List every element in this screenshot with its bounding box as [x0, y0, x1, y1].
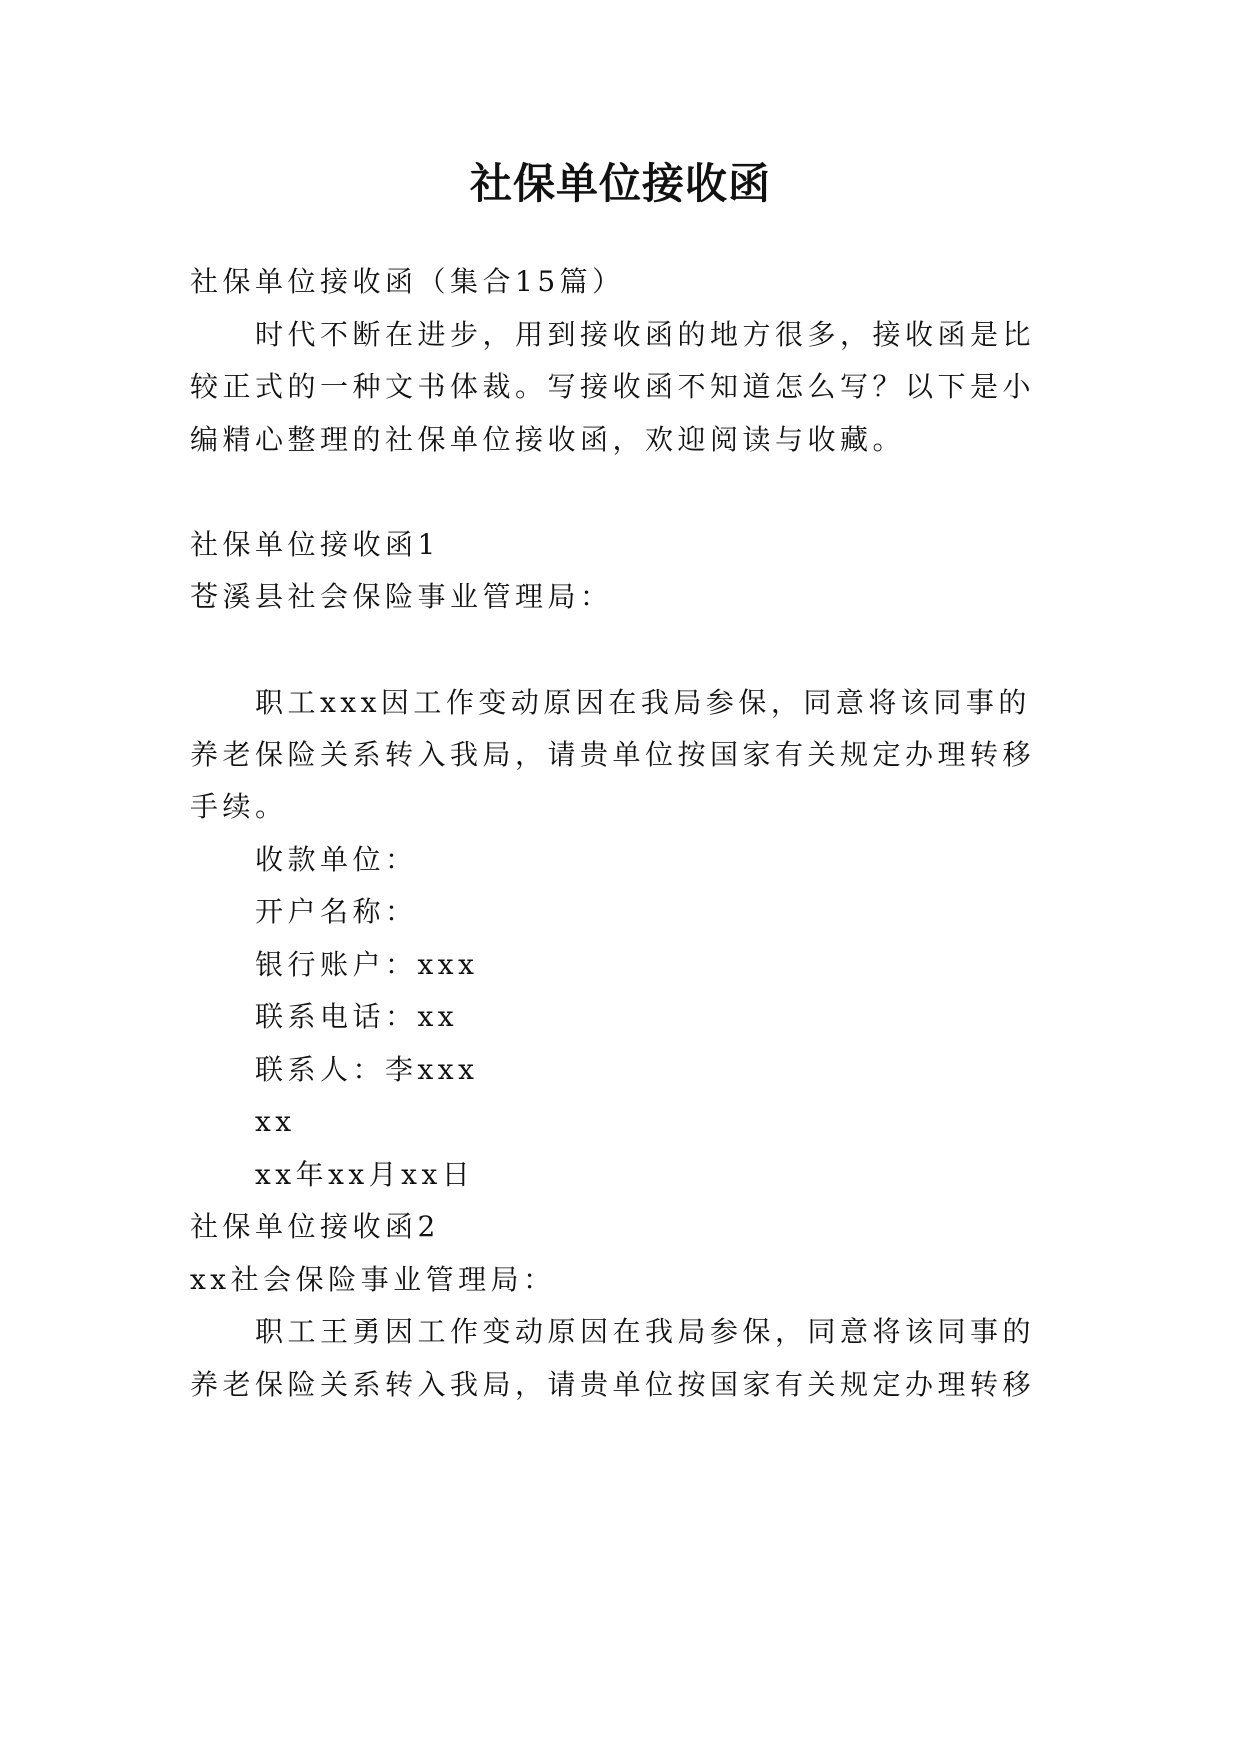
- field-account-name: 开户名称：: [255, 895, 418, 928]
- field-payee-unit: 收款单位：: [255, 843, 418, 876]
- section-2-body-line-1: 职工王勇因工作变动原因在我局参保，同意将该同事的: [255, 1315, 1036, 1348]
- document-title: 社保单位接收函: [469, 159, 771, 208]
- section-1-heading: 社保单位接收函1: [190, 528, 440, 561]
- section-1-body-line-2: 养老保险关系转入我局，请贵单位按国家有关规定办理转移: [190, 738, 1036, 771]
- section-2-heading: 社保单位接收函2: [190, 1210, 440, 1243]
- intro-line-2: 较正式的一种文书体裁。写接收函不知道怎么写？以下是小: [190, 370, 1036, 403]
- section-1-body-line-1: 职工xxx因工作变动原因在我局参保，同意将该同事的: [255, 686, 1031, 719]
- section-1-body-line-3: 手续。: [190, 790, 288, 823]
- signature-org: xx: [255, 1105, 296, 1138]
- section-2-addressee: xx社会保险事业管理局：: [190, 1263, 556, 1296]
- signature-date: xx年xx月xx日: [255, 1158, 475, 1191]
- field-phone: 联系电话：xx: [255, 1000, 459, 1033]
- field-bank-account: 银行账户：xxx: [255, 948, 479, 981]
- document-subtitle: 社保单位接收函（集合15篇）: [190, 265, 625, 298]
- intro-line-1: 时代不断在进步，用到接收函的地方很多，接收函是比: [255, 318, 1036, 351]
- section-2-body-line-2: 养老保险关系转入我局，请贵单位按国家有关规定办理转移: [190, 1368, 1036, 1401]
- field-contact: 联系人：李xxx: [255, 1053, 479, 1086]
- section-1-addressee: 苍溪县社会保险事业管理局：: [190, 580, 613, 613]
- intro-line-3: 编精心整理的社保单位接收函，欢迎阅读与收藏。: [190, 423, 906, 456]
